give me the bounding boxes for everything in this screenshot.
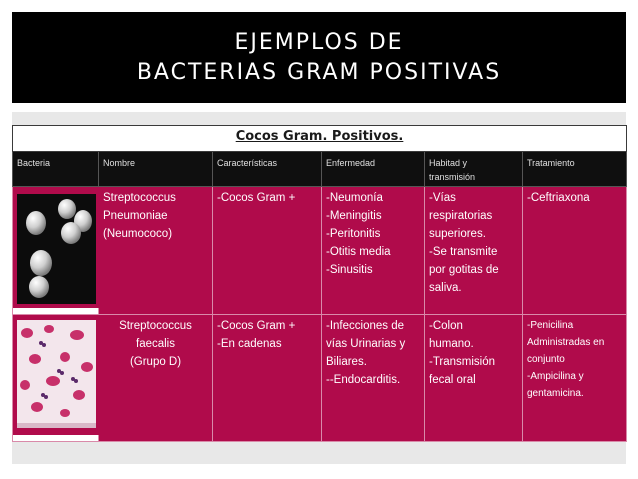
cell-enfermedad bbox=[322, 187, 425, 315]
cell-line: -Vías bbox=[429, 192, 456, 204]
header-tratamiento: Tratamiento bbox=[523, 152, 627, 187]
cell-line: --Endocarditis. bbox=[326, 374, 401, 386]
cell-line: -Neumonía bbox=[326, 192, 383, 204]
cell-line: -En cadenas bbox=[217, 338, 282, 350]
bacteria-table bbox=[12, 125, 627, 442]
cell-line: -Meningitis bbox=[326, 210, 382, 222]
cell-line: -Se transmite bbox=[429, 246, 498, 258]
cell-nombre bbox=[99, 315, 213, 442]
bacteria-image-cell bbox=[13, 187, 99, 315]
cell-line: saliva. bbox=[429, 282, 462, 294]
header-bacteria: Bacteria bbox=[13, 152, 99, 187]
cell-line: gentamicina. bbox=[527, 388, 584, 399]
cell-line: -Sinusitis bbox=[326, 264, 373, 276]
header-enfermedad: Enfermedad bbox=[322, 152, 425, 187]
cell-line: Pneumoniae bbox=[103, 210, 168, 222]
cell-line: conjunto bbox=[527, 354, 565, 365]
cell-line: Administradas en bbox=[527, 337, 605, 348]
cell-line: (Grupo D) bbox=[129, 356, 182, 368]
header-nombre: Nombre bbox=[99, 152, 213, 187]
cell-line: Biliares. bbox=[326, 356, 367, 368]
header-habitat-line: Habitad y bbox=[429, 158, 468, 168]
cell-line: fecal oral bbox=[429, 374, 476, 386]
cell-line: -Colon bbox=[429, 320, 463, 332]
bacteria-image-cell bbox=[13, 315, 99, 442]
cell-line: -Cocos Gram + bbox=[217, 192, 296, 204]
cell-enfermedad bbox=[322, 315, 425, 442]
cell-caracteristicas bbox=[213, 187, 322, 315]
cell-line: por gotitas de bbox=[429, 264, 499, 276]
cell-line: -Infecciones de bbox=[326, 320, 404, 332]
cell-line: superiores. bbox=[429, 228, 486, 240]
enterococcus-micrograph bbox=[13, 315, 99, 435]
cell-line: -Cocos Gram + bbox=[217, 320, 296, 332]
cell-caracteristicas bbox=[213, 315, 322, 442]
group-title-cell bbox=[13, 126, 627, 152]
cell-tratamiento bbox=[523, 187, 627, 315]
cell-habitat bbox=[425, 187, 523, 315]
cell-tratamiento bbox=[523, 315, 627, 442]
cell-line: Streptococcus bbox=[119, 320, 192, 332]
cell-nombre bbox=[99, 187, 213, 315]
pneumococcus-micrograph bbox=[13, 187, 99, 308]
header-habitat-line: transmisión bbox=[429, 172, 476, 182]
header-row bbox=[13, 152, 627, 187]
cell-line: vías Urinarias y bbox=[326, 338, 406, 350]
cell-line: humano. bbox=[429, 338, 474, 350]
cell-line: Streptococcus bbox=[103, 192, 176, 204]
cell-line: -Penicilina bbox=[527, 320, 574, 331]
group-title: Cocos Gram. Positivos. bbox=[235, 129, 404, 144]
slide-title-line-1: EJEMPLOS DE bbox=[234, 29, 404, 55]
cell-line: -Ceftriaxona bbox=[527, 192, 590, 204]
cell-line: -Peritonitis bbox=[326, 228, 381, 240]
slide-title-line-2: BACTERIAS GRAM POSITIVAS bbox=[136, 59, 502, 85]
cell-line: -Transmisión bbox=[429, 356, 496, 368]
cell-habitat bbox=[425, 315, 523, 442]
cell-line: (Neumococo) bbox=[103, 228, 173, 240]
group-title-row bbox=[13, 126, 627, 152]
header-habitat bbox=[425, 152, 523, 187]
cell-line: faecalis bbox=[136, 338, 175, 350]
table-row bbox=[13, 187, 627, 315]
header-caracteristicas: Características bbox=[213, 152, 322, 187]
cell-line: respiratorias bbox=[429, 210, 493, 222]
cell-line: -Otitis media bbox=[326, 246, 391, 258]
cell-line: -Ampicilina y bbox=[527, 371, 584, 382]
slide-title-banner bbox=[12, 12, 626, 103]
table-row bbox=[13, 315, 627, 442]
